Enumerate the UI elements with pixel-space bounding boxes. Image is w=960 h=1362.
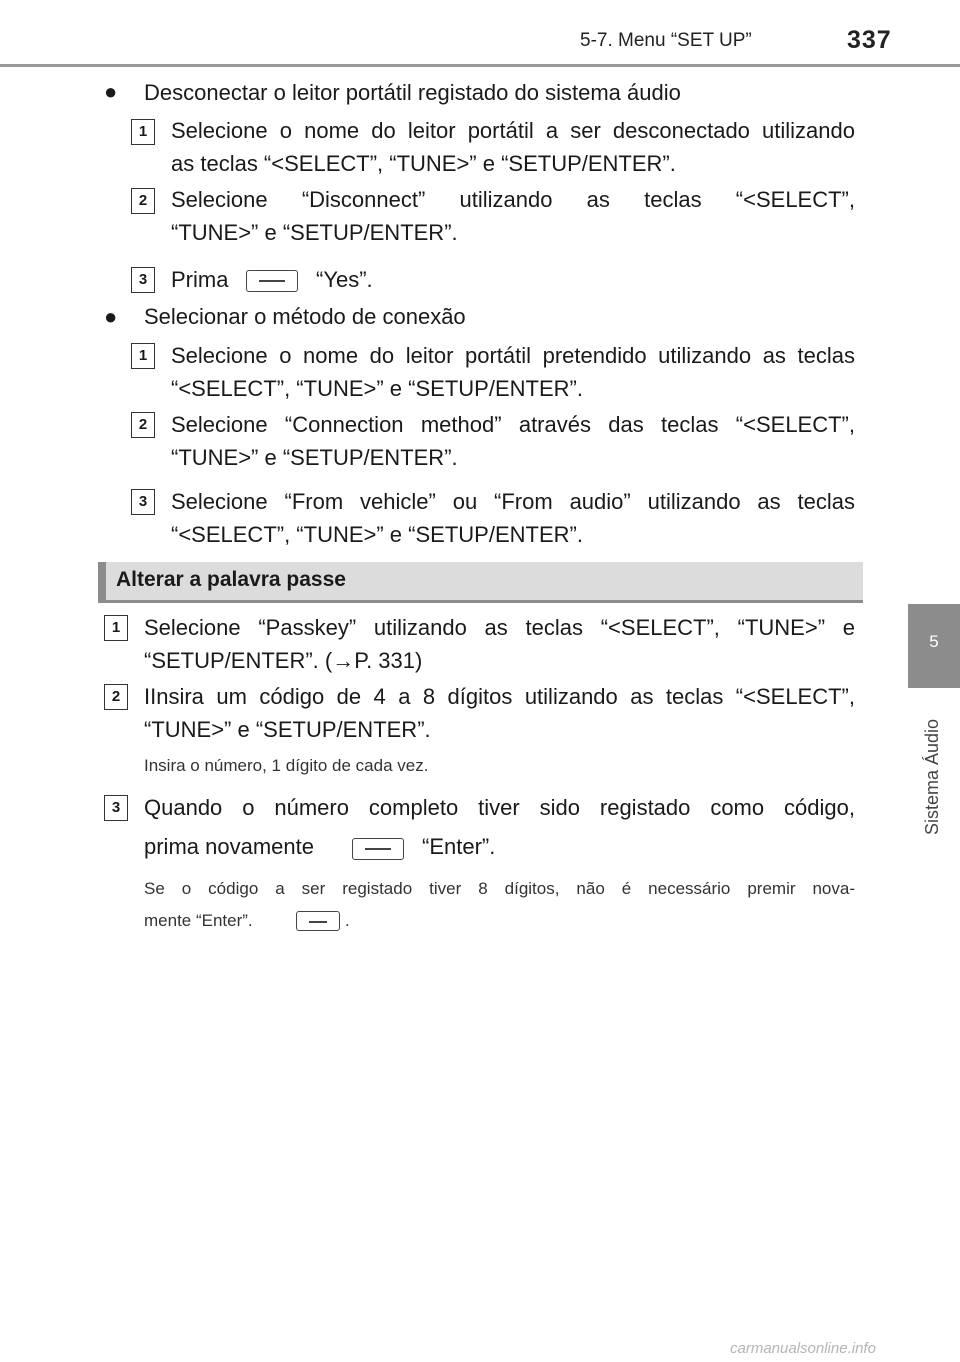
chapter-tab xyxy=(908,604,960,688)
passkey-step-3-note-line-2-after: . xyxy=(345,911,350,930)
connection-step-2-line-2: “TUNE>” e “SETUP/ENTER”. xyxy=(171,445,458,470)
bullet-icon: ● xyxy=(104,79,118,104)
connection-step-3-line-2: “<SELECT”, “TUNE>” e “SETUP/ENTER”. xyxy=(171,522,583,547)
step-number-badge: 1 xyxy=(104,615,128,641)
disconnect-title: Desconectar o leitor portátil registado do sistema áudio xyxy=(144,80,681,105)
connection-title: Selecionar o método de conexão xyxy=(144,304,466,329)
enter-button-icon xyxy=(352,838,404,860)
disconnect-step-2-line-2: “TUNE>” e “SETUP/ENTER”. xyxy=(171,220,458,245)
page-number: 337 xyxy=(847,26,892,54)
section-heading-text: Alterar a palavra passe xyxy=(116,568,346,591)
section-title: 5-7. Menu “SET UP” xyxy=(580,30,752,51)
passkey-step-2-note: Insira o número, 1 dígito de cada vez. xyxy=(144,756,429,775)
disconnect-step-2-line-1: Selecione “Disconnect” utilizando as teclas “<SELECT”, xyxy=(171,187,855,212)
chapter-label-wrap xyxy=(908,700,960,835)
passkey-step-3-line-1: Quando o número completo tiver sido registado como código, xyxy=(144,795,855,820)
enter-button-icon xyxy=(246,270,298,292)
step-number-badge: 2 xyxy=(131,412,155,438)
connection-step-2-line-1: Selecione “Connection method” através das teclas “<SELECT”, xyxy=(171,412,855,437)
enter-button-icon xyxy=(296,911,340,931)
connection-step-1-line-2: “<SELECT”, “TUNE>” e “SETUP/ENTER”. xyxy=(171,376,583,401)
passkey-step-3-note-line-2-before: mente “Enter”. xyxy=(144,911,253,930)
disconnect-step-1-line-2: as teclas “<SELECT”, “TUNE>” e “SETUP/ENTER”. xyxy=(171,151,676,176)
step-number-badge: 2 xyxy=(131,188,155,214)
passkey-step-3-note-line-1: Se o código a ser registado tiver 8 dígitos, não é necessário premir nova- xyxy=(144,879,855,898)
step-number-badge: 1 xyxy=(131,119,155,145)
page-header xyxy=(0,0,960,66)
disconnect-step-1-line-1: Selecione o nome do leitor portátil a ser desconectado utilizando xyxy=(171,118,855,143)
connection-step-1-line-1: Selecione o nome do leitor portátil pretendido utilizando as teclas xyxy=(171,343,855,368)
bullet-icon: ● xyxy=(104,304,118,329)
section-heading-rule xyxy=(98,600,863,603)
passkey-step-2-line-1: IInsira um código de 4 a 8 dígitos utilizando as teclas “<SELECT”, xyxy=(144,684,855,709)
watermark: carmanualsonline.info xyxy=(730,1340,876,1357)
section-heading xyxy=(98,562,863,600)
passkey-step-1-line-1: Selecione “Passkey” utilizando as teclas “<SELECT”, “TUNE>” e xyxy=(144,615,855,640)
step-number-badge: 1 xyxy=(131,343,155,369)
passkey-step-3-line-2-after: “Enter”. xyxy=(422,834,496,859)
header-rule xyxy=(0,64,960,67)
disconnect-step-3-before: Prima xyxy=(171,267,229,292)
step-number-badge: 3 xyxy=(104,795,128,821)
disconnect-step-3-after: “Yes”. xyxy=(316,267,373,292)
step-number-badge: 3 xyxy=(131,267,155,293)
connection-step-3-line-1: Selecione “From vehicle” ou “From audio” utilizando as teclas xyxy=(171,489,855,514)
chapter-number: 5 xyxy=(929,632,939,651)
passkey-step-1-line-2: “SETUP/ENTER”. (→P. 331) xyxy=(144,648,423,673)
step-number-badge: 3 xyxy=(131,489,155,515)
passkey-step-2-line-2: “TUNE>” e “SETUP/ENTER”. xyxy=(144,717,431,742)
passkey-step-3-line-2-before: prima novamente xyxy=(144,834,314,859)
step-number-badge: 2 xyxy=(104,684,128,710)
chapter-label: Sistema Áudio xyxy=(922,718,942,835)
